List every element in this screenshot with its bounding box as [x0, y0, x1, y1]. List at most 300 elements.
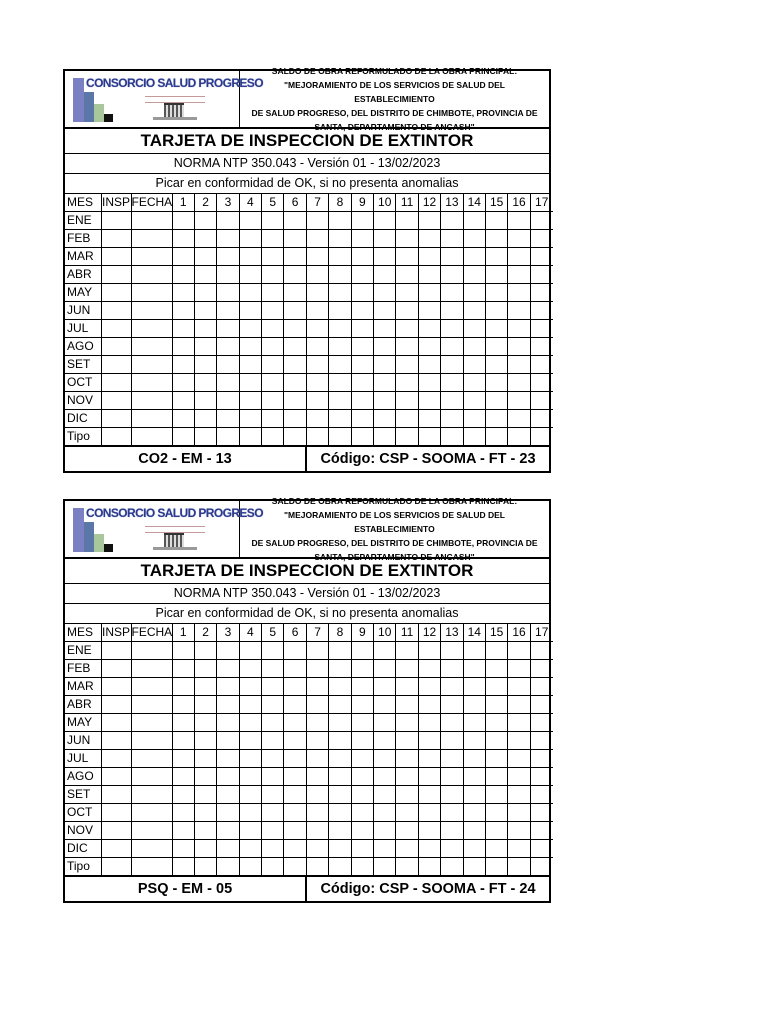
inspection-cell[interactable]	[485, 678, 507, 696]
inspection-cell[interactable]	[396, 858, 418, 876]
inspection-cell[interactable]	[508, 428, 530, 446]
inspection-cell[interactable]	[351, 750, 373, 768]
inspection-cell[interactable]	[284, 356, 306, 374]
inspection-cell[interactable]	[351, 804, 373, 822]
inspection-cell[interactable]	[418, 660, 440, 678]
inspection-cell[interactable]	[194, 696, 216, 714]
inspection-cell[interactable]	[306, 410, 328, 428]
inspection-cell[interactable]	[172, 840, 194, 858]
inspection-cell[interactable]	[374, 750, 396, 768]
inspection-cell[interactable]	[131, 428, 172, 446]
inspection-cell[interactable]	[418, 338, 440, 356]
inspection-cell[interactable]	[172, 428, 194, 446]
inspection-cell[interactable]	[131, 392, 172, 410]
inspection-cell[interactable]	[239, 858, 261, 876]
inspection-cell[interactable]	[396, 822, 418, 840]
inspection-cell[interactable]	[101, 428, 131, 446]
inspection-cell[interactable]	[172, 284, 194, 302]
inspection-cell[interactable]	[351, 858, 373, 876]
inspection-cell[interactable]	[374, 410, 396, 428]
inspection-cell[interactable]	[172, 786, 194, 804]
inspection-cell[interactable]	[131, 230, 172, 248]
inspection-cell[interactable]	[239, 804, 261, 822]
inspection-cell[interactable]	[101, 858, 131, 876]
inspection-cell[interactable]	[194, 392, 216, 410]
inspection-cell[interactable]	[284, 822, 306, 840]
inspection-cell[interactable]	[441, 768, 463, 786]
inspection-cell[interactable]	[485, 392, 507, 410]
inspection-cell[interactable]	[396, 786, 418, 804]
inspection-cell[interactable]	[463, 356, 485, 374]
inspection-cell[interactable]	[463, 392, 485, 410]
inspection-cell[interactable]	[485, 266, 507, 284]
inspection-cell[interactable]	[374, 714, 396, 732]
inspection-cell[interactable]	[101, 804, 131, 822]
inspection-cell[interactable]	[329, 858, 351, 876]
inspection-cell[interactable]	[441, 266, 463, 284]
inspection-cell[interactable]	[530, 302, 552, 320]
inspection-cell[interactable]	[306, 320, 328, 338]
inspection-cell[interactable]	[239, 302, 261, 320]
inspection-cell[interactable]	[262, 840, 284, 858]
inspection-cell[interactable]	[396, 714, 418, 732]
inspection-cell[interactable]	[284, 696, 306, 714]
inspection-cell[interactable]	[131, 320, 172, 338]
inspection-cell[interactable]	[508, 374, 530, 392]
inspection-cell[interactable]	[172, 714, 194, 732]
inspection-cell[interactable]	[530, 840, 552, 858]
inspection-cell[interactable]	[508, 660, 530, 678]
inspection-cell[interactable]	[131, 338, 172, 356]
inspection-cell[interactable]	[194, 786, 216, 804]
inspection-cell[interactable]	[508, 410, 530, 428]
inspection-cell[interactable]	[485, 284, 507, 302]
inspection-cell[interactable]	[284, 320, 306, 338]
inspection-cell[interactable]	[530, 230, 552, 248]
inspection-cell[interactable]	[217, 696, 239, 714]
inspection-cell[interactable]	[418, 732, 440, 750]
inspection-cell[interactable]	[374, 768, 396, 786]
inspection-cell[interactable]	[329, 410, 351, 428]
inspection-cell[interactable]	[306, 230, 328, 248]
inspection-cell[interactable]	[508, 642, 530, 660]
inspection-cell[interactable]	[217, 750, 239, 768]
inspection-cell[interactable]	[374, 320, 396, 338]
inspection-cell[interactable]	[217, 786, 239, 804]
inspection-cell[interactable]	[262, 284, 284, 302]
inspection-cell[interactable]	[485, 410, 507, 428]
inspection-cell[interactable]	[306, 266, 328, 284]
inspection-cell[interactable]	[374, 678, 396, 696]
inspection-cell[interactable]	[351, 642, 373, 660]
inspection-cell[interactable]	[262, 320, 284, 338]
inspection-cell[interactable]	[284, 428, 306, 446]
inspection-cell[interactable]	[530, 660, 552, 678]
inspection-cell[interactable]	[463, 428, 485, 446]
inspection-cell[interactable]	[262, 338, 284, 356]
inspection-cell[interactable]	[284, 768, 306, 786]
inspection-cell[interactable]	[217, 266, 239, 284]
inspection-cell[interactable]	[396, 642, 418, 660]
inspection-cell[interactable]	[239, 338, 261, 356]
inspection-cell[interactable]	[306, 660, 328, 678]
inspection-cell[interactable]	[131, 750, 172, 768]
inspection-cell[interactable]	[485, 786, 507, 804]
inspection-cell[interactable]	[172, 768, 194, 786]
inspection-cell[interactable]	[463, 678, 485, 696]
inspection-cell[interactable]	[239, 410, 261, 428]
inspection-cell[interactable]	[131, 714, 172, 732]
inspection-cell[interactable]	[306, 732, 328, 750]
inspection-cell[interactable]	[463, 642, 485, 660]
inspection-cell[interactable]	[306, 374, 328, 392]
inspection-cell[interactable]	[508, 356, 530, 374]
inspection-cell[interactable]	[262, 374, 284, 392]
inspection-cell[interactable]	[329, 428, 351, 446]
inspection-cell[interactable]	[508, 248, 530, 266]
inspection-cell[interactable]	[485, 302, 507, 320]
inspection-cell[interactable]	[131, 840, 172, 858]
inspection-cell[interactable]	[262, 266, 284, 284]
inspection-cell[interactable]	[418, 678, 440, 696]
inspection-cell[interactable]	[172, 750, 194, 768]
inspection-cell[interactable]	[284, 266, 306, 284]
inspection-cell[interactable]	[217, 678, 239, 696]
inspection-cell[interactable]	[463, 840, 485, 858]
inspection-cell[interactable]	[351, 696, 373, 714]
inspection-cell[interactable]	[306, 750, 328, 768]
inspection-cell[interactable]	[239, 768, 261, 786]
inspection-cell[interactable]	[374, 212, 396, 230]
inspection-cell[interactable]	[194, 660, 216, 678]
inspection-cell[interactable]	[306, 302, 328, 320]
inspection-cell[interactable]	[101, 248, 131, 266]
inspection-cell[interactable]	[217, 302, 239, 320]
inspection-cell[interactable]	[485, 768, 507, 786]
inspection-cell[interactable]	[530, 804, 552, 822]
inspection-cell[interactable]	[217, 410, 239, 428]
inspection-cell[interactable]	[508, 786, 530, 804]
inspection-cell[interactable]	[530, 356, 552, 374]
inspection-cell[interactable]	[284, 410, 306, 428]
inspection-cell[interactable]	[485, 212, 507, 230]
inspection-cell[interactable]	[329, 804, 351, 822]
inspection-cell[interactable]	[194, 840, 216, 858]
inspection-cell[interactable]	[396, 750, 418, 768]
inspection-cell[interactable]	[239, 230, 261, 248]
inspection-cell[interactable]	[396, 230, 418, 248]
inspection-cell[interactable]	[239, 392, 261, 410]
inspection-cell[interactable]	[262, 732, 284, 750]
inspection-cell[interactable]	[530, 768, 552, 786]
inspection-cell[interactable]	[284, 212, 306, 230]
inspection-cell[interactable]	[217, 660, 239, 678]
inspection-cell[interactable]	[306, 858, 328, 876]
inspection-cell[interactable]	[101, 714, 131, 732]
inspection-cell[interactable]	[374, 374, 396, 392]
inspection-cell[interactable]	[172, 804, 194, 822]
inspection-cell[interactable]	[262, 248, 284, 266]
inspection-cell[interactable]	[239, 714, 261, 732]
inspection-cell[interactable]	[396, 840, 418, 858]
inspection-cell[interactable]	[374, 822, 396, 840]
inspection-cell[interactable]	[131, 266, 172, 284]
inspection-cell[interactable]	[239, 320, 261, 338]
inspection-cell[interactable]	[262, 750, 284, 768]
inspection-cell[interactable]	[262, 302, 284, 320]
inspection-cell[interactable]	[329, 660, 351, 678]
inspection-cell[interactable]	[530, 428, 552, 446]
inspection-cell[interactable]	[374, 732, 396, 750]
inspection-cell[interactable]	[101, 840, 131, 858]
inspection-cell[interactable]	[217, 320, 239, 338]
inspection-cell[interactable]	[463, 714, 485, 732]
inspection-cell[interactable]	[131, 696, 172, 714]
inspection-cell[interactable]	[418, 696, 440, 714]
inspection-cell[interactable]	[396, 302, 418, 320]
inspection-cell[interactable]	[374, 284, 396, 302]
inspection-cell[interactable]	[351, 248, 373, 266]
inspection-cell[interactable]	[217, 732, 239, 750]
inspection-cell[interactable]	[530, 410, 552, 428]
inspection-cell[interactable]	[418, 840, 440, 858]
inspection-cell[interactable]	[485, 822, 507, 840]
inspection-cell[interactable]	[131, 678, 172, 696]
inspection-cell[interactable]	[485, 750, 507, 768]
inspection-cell[interactable]	[239, 822, 261, 840]
inspection-cell[interactable]	[530, 678, 552, 696]
inspection-cell[interactable]	[101, 750, 131, 768]
inspection-cell[interactable]	[262, 696, 284, 714]
inspection-cell[interactable]	[485, 428, 507, 446]
inspection-cell[interactable]	[441, 356, 463, 374]
inspection-cell[interactable]	[217, 714, 239, 732]
inspection-cell[interactable]	[194, 212, 216, 230]
inspection-cell[interactable]	[306, 428, 328, 446]
inspection-cell[interactable]	[306, 786, 328, 804]
inspection-cell[interactable]	[441, 804, 463, 822]
inspection-cell[interactable]	[418, 212, 440, 230]
inspection-cell[interactable]	[441, 786, 463, 804]
inspection-cell[interactable]	[485, 804, 507, 822]
inspection-cell[interactable]	[306, 284, 328, 302]
inspection-cell[interactable]	[485, 248, 507, 266]
inspection-cell[interactable]	[463, 338, 485, 356]
inspection-cell[interactable]	[329, 230, 351, 248]
inspection-cell[interactable]	[172, 320, 194, 338]
inspection-cell[interactable]	[194, 230, 216, 248]
inspection-cell[interactable]	[508, 230, 530, 248]
inspection-cell[interactable]	[217, 374, 239, 392]
inspection-cell[interactable]	[485, 858, 507, 876]
inspection-cell[interactable]	[131, 804, 172, 822]
inspection-cell[interactable]	[441, 840, 463, 858]
inspection-cell[interactable]	[194, 428, 216, 446]
inspection-cell[interactable]	[306, 642, 328, 660]
inspection-cell[interactable]	[508, 696, 530, 714]
inspection-cell[interactable]	[485, 714, 507, 732]
inspection-cell[interactable]	[351, 714, 373, 732]
inspection-cell[interactable]	[485, 696, 507, 714]
inspection-cell[interactable]	[329, 750, 351, 768]
inspection-cell[interactable]	[329, 356, 351, 374]
inspection-cell[interactable]	[329, 768, 351, 786]
inspection-cell[interactable]	[530, 642, 552, 660]
inspection-cell[interactable]	[194, 356, 216, 374]
inspection-cell[interactable]	[217, 392, 239, 410]
inspection-cell[interactable]	[463, 822, 485, 840]
inspection-cell[interactable]	[194, 302, 216, 320]
inspection-cell[interactable]	[329, 320, 351, 338]
inspection-cell[interactable]	[508, 338, 530, 356]
inspection-cell[interactable]	[284, 248, 306, 266]
inspection-cell[interactable]	[172, 392, 194, 410]
inspection-cell[interactable]	[172, 302, 194, 320]
inspection-cell[interactable]	[508, 804, 530, 822]
inspection-cell[interactable]	[131, 248, 172, 266]
inspection-cell[interactable]	[508, 714, 530, 732]
inspection-cell[interactable]	[508, 678, 530, 696]
inspection-cell[interactable]	[463, 320, 485, 338]
inspection-cell[interactable]	[441, 428, 463, 446]
inspection-cell[interactable]	[239, 696, 261, 714]
inspection-cell[interactable]	[463, 858, 485, 876]
inspection-cell[interactable]	[217, 822, 239, 840]
inspection-cell[interactable]	[351, 392, 373, 410]
inspection-cell[interactable]	[463, 302, 485, 320]
inspection-cell[interactable]	[101, 266, 131, 284]
inspection-cell[interactable]	[329, 642, 351, 660]
inspection-cell[interactable]	[441, 320, 463, 338]
inspection-cell[interactable]	[101, 320, 131, 338]
inspection-cell[interactable]	[463, 768, 485, 786]
inspection-cell[interactable]	[194, 248, 216, 266]
inspection-cell[interactable]	[374, 804, 396, 822]
inspection-cell[interactable]	[508, 266, 530, 284]
inspection-cell[interactable]	[351, 320, 373, 338]
inspection-cell[interactable]	[239, 248, 261, 266]
inspection-cell[interactable]	[329, 714, 351, 732]
inspection-cell[interactable]	[485, 642, 507, 660]
inspection-cell[interactable]	[172, 678, 194, 696]
inspection-cell[interactable]	[284, 804, 306, 822]
inspection-cell[interactable]	[172, 660, 194, 678]
inspection-cell[interactable]	[530, 266, 552, 284]
inspection-cell[interactable]	[172, 248, 194, 266]
inspection-cell[interactable]	[530, 338, 552, 356]
inspection-cell[interactable]	[194, 678, 216, 696]
inspection-cell[interactable]	[418, 266, 440, 284]
inspection-cell[interactable]	[284, 678, 306, 696]
inspection-cell[interactable]	[101, 642, 131, 660]
inspection-cell[interactable]	[284, 302, 306, 320]
inspection-cell[interactable]	[329, 338, 351, 356]
inspection-cell[interactable]	[262, 786, 284, 804]
inspection-cell[interactable]	[441, 822, 463, 840]
inspection-cell[interactable]	[217, 284, 239, 302]
inspection-cell[interactable]	[351, 266, 373, 284]
inspection-cell[interactable]	[239, 660, 261, 678]
inspection-cell[interactable]	[463, 732, 485, 750]
inspection-cell[interactable]	[217, 428, 239, 446]
inspection-cell[interactable]	[101, 732, 131, 750]
inspection-cell[interactable]	[441, 642, 463, 660]
inspection-cell[interactable]	[463, 248, 485, 266]
inspection-cell[interactable]	[131, 786, 172, 804]
inspection-cell[interactable]	[418, 768, 440, 786]
inspection-cell[interactable]	[172, 410, 194, 428]
inspection-cell[interactable]	[306, 696, 328, 714]
inspection-cell[interactable]	[530, 714, 552, 732]
inspection-cell[interactable]	[306, 714, 328, 732]
inspection-cell[interactable]	[441, 374, 463, 392]
inspection-cell[interactable]	[463, 750, 485, 768]
inspection-cell[interactable]	[284, 642, 306, 660]
inspection-cell[interactable]	[396, 284, 418, 302]
inspection-cell[interactable]	[396, 660, 418, 678]
inspection-cell[interactable]	[508, 302, 530, 320]
inspection-cell[interactable]	[239, 840, 261, 858]
inspection-cell[interactable]	[508, 858, 530, 876]
inspection-cell[interactable]	[262, 714, 284, 732]
inspection-cell[interactable]	[306, 356, 328, 374]
inspection-cell[interactable]	[530, 750, 552, 768]
inspection-cell[interactable]	[329, 212, 351, 230]
inspection-cell[interactable]	[172, 212, 194, 230]
inspection-cell[interactable]	[418, 858, 440, 876]
inspection-cell[interactable]	[418, 392, 440, 410]
inspection-cell[interactable]	[172, 230, 194, 248]
inspection-cell[interactable]	[194, 374, 216, 392]
inspection-cell[interactable]	[418, 374, 440, 392]
inspection-cell[interactable]	[131, 822, 172, 840]
inspection-cell[interactable]	[329, 678, 351, 696]
inspection-cell[interactable]	[441, 678, 463, 696]
inspection-cell[interactable]	[284, 284, 306, 302]
inspection-cell[interactable]	[374, 642, 396, 660]
inspection-cell[interactable]	[508, 392, 530, 410]
inspection-cell[interactable]	[101, 374, 131, 392]
inspection-cell[interactable]	[351, 840, 373, 858]
inspection-cell[interactable]	[374, 338, 396, 356]
inspection-cell[interactable]	[485, 660, 507, 678]
inspection-cell[interactable]	[485, 374, 507, 392]
inspection-cell[interactable]	[131, 410, 172, 428]
inspection-cell[interactable]	[262, 230, 284, 248]
inspection-cell[interactable]	[101, 284, 131, 302]
inspection-cell[interactable]	[172, 374, 194, 392]
inspection-cell[interactable]	[530, 212, 552, 230]
inspection-cell[interactable]	[101, 678, 131, 696]
inspection-cell[interactable]	[262, 410, 284, 428]
inspection-cell[interactable]	[530, 786, 552, 804]
inspection-cell[interactable]	[306, 678, 328, 696]
inspection-cell[interactable]	[194, 338, 216, 356]
inspection-cell[interactable]	[284, 714, 306, 732]
inspection-cell[interactable]	[217, 338, 239, 356]
inspection-cell[interactable]	[441, 248, 463, 266]
inspection-cell[interactable]	[374, 858, 396, 876]
inspection-cell[interactable]	[485, 356, 507, 374]
inspection-cell[interactable]	[441, 750, 463, 768]
inspection-cell[interactable]	[306, 338, 328, 356]
inspection-cell[interactable]	[239, 356, 261, 374]
inspection-cell[interactable]	[441, 392, 463, 410]
inspection-cell[interactable]	[172, 696, 194, 714]
inspection-cell[interactable]	[262, 804, 284, 822]
inspection-cell[interactable]	[351, 678, 373, 696]
inspection-cell[interactable]	[508, 840, 530, 858]
